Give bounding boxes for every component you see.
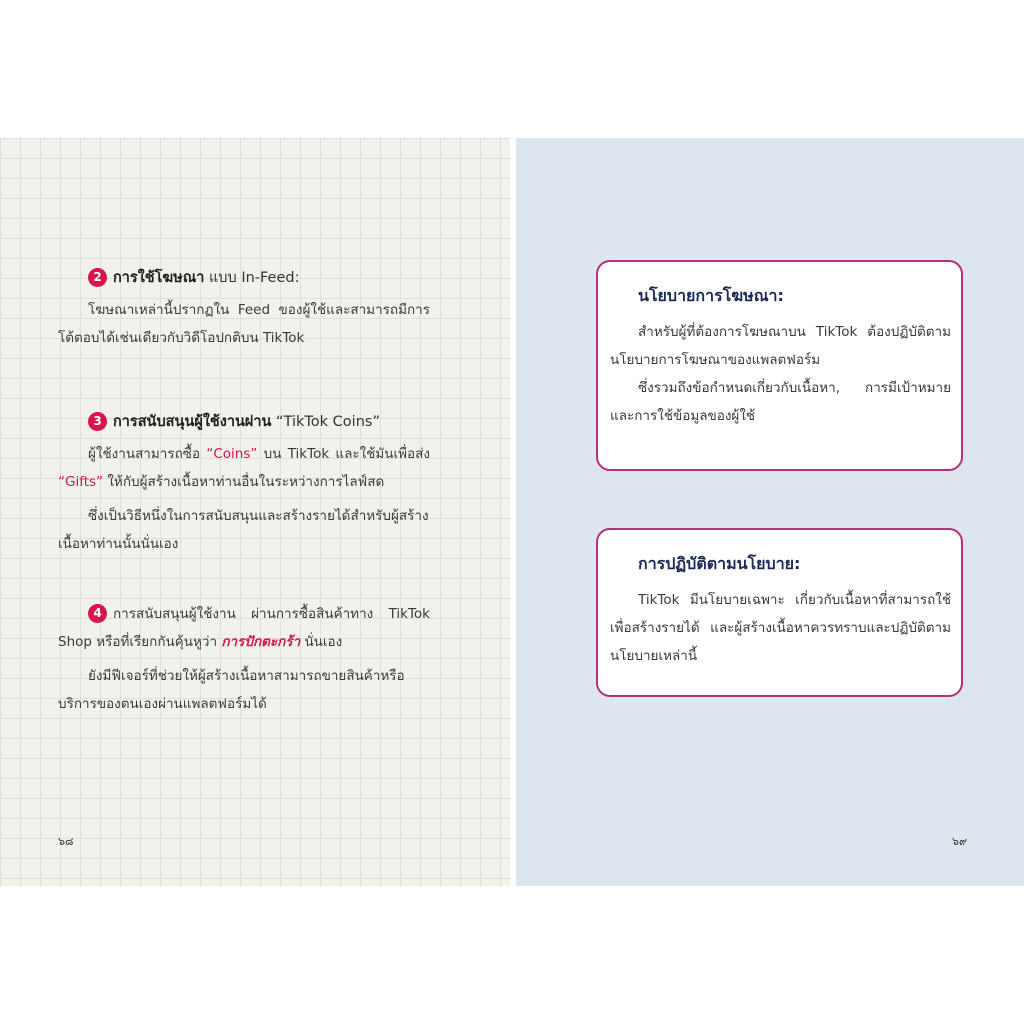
coins-highlight: “Coins” [206,446,258,462]
paragraph: โฆษณาเหล่านี้ปรากฏใน Feed ของผู้ใช้และสามารถมีการโต้ตอบได้เช่นเดียวกับวิดีโอปกติบน TikTok [58,302,430,346]
paragraph: ซึ่งเป็นวิธีหนึ่งในการสนับสนุนและสร้างรายได้สำหรับผู้สร้างเนื้อหาท่านนั้นนั่นเอง [58,508,429,552]
box-paragraph: ซึ่งรวมถึงข้อกำหนดเกี่ยวกับเนื้อหา, การมีเป้าหมาย และการใช้ข้อมูลของผู้ใช้ [610,380,951,424]
text-run: ผู้ใช้งานสามารถซื้อ [88,446,207,462]
box-paragraph: สำหรับผู้ที่ต้องการโฆษณาบน TikTok ต้องปฏิบัติตามนโยบายการโฆษณาของแพลตฟอร์ม [610,324,951,368]
text-run: การสนับสนุนผู้ใช้งาน ผ่านการซื้อสินค้าทาง TikTok Shop หรือที่เรียกกันคุ้นหูว่า [58,606,430,650]
heading-bold: การใช้โฆษณา [113,270,205,286]
heading-bold: การสนับสนุนผู้ใช้งานผ่าน [113,414,272,430]
box-title: การปฏิบัติตามนโยบาย: [638,554,801,573]
number-badge: 3 [88,412,107,431]
box-paragraph: TikTok มีนโยบายเฉพาะ เกี่ยวกับเนื้อหาที่สามารถใช้เพื่อสร้างรายได้ และผู้สร้างเนื้อหาควรทราบและปฏิบัติตามนโยบายเหล่านี้ [610,592,951,664]
section-heading [58,412,430,432]
box-title: นโยบายการโฆษณา: [638,286,784,305]
number-badge: 4 [88,604,107,623]
policy-compliance-box [596,528,963,697]
heading-normal: แบบ In-Feed: [204,270,300,286]
number-badge: 2 [88,268,107,287]
page-number-left: ๖๘ [58,835,74,848]
heading-normal: “TikTok Coins” [271,414,380,430]
paragraph [58,600,430,656]
section-tiktok-coins [58,412,430,564]
paragraph: ยังมีฟีเจอร์ที่ช่วยให้ผู้สร้างเนื้อหาสามารถขายสินค้าหรือบริการของตนเองผ่านแพลตฟอร์มได้ [58,668,405,712]
right-page [516,138,1024,886]
text-run: ให้กับผู้สร้างเนื้อหาท่านอื่นในระหว่างการไลฟ์สด [103,474,385,490]
paragraph [58,440,430,496]
advertising-policy-box [596,260,963,471]
gifts-highlight: “Gifts” [58,474,104,490]
section-heading [58,268,430,288]
section-tiktok-shop [58,600,430,724]
text-run: บน TikTok และใช้มันเพื่อส่ง [257,446,430,462]
section-in-feed-ads [58,268,430,358]
page-number-right: ๖๙ [952,835,968,848]
text-run: นั่นเอง [300,634,343,650]
basket-highlight: การปักตะกร้า [221,634,301,650]
